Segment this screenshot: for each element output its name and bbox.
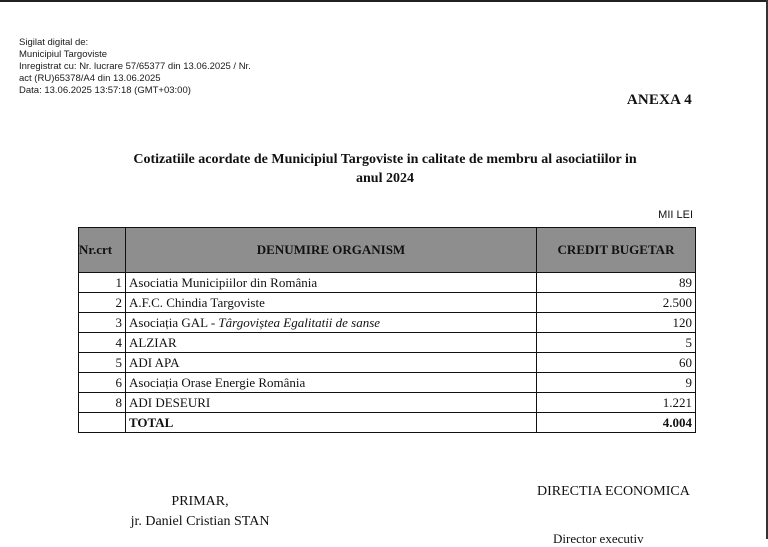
signature-line: Municipiul Targoviste [19,49,108,60]
annex-label: ANEXA 4 [626,92,692,108]
row-nr: 5 [79,353,126,373]
signature-line: Data: 13.06.2025 13:57:18 (GMT+03:00) [19,85,191,96]
total-nr-empty [79,413,126,433]
unit-label: MII LEI [658,209,693,221]
row-value: 120 [537,313,696,333]
top-border [0,0,768,2]
row-name: ALZIAR [126,333,537,353]
header-name: DENUMIRE ORGANISM [126,228,537,273]
total-label: TOTAL [126,413,537,433]
header-value: CREDIT BUGETAR [537,228,696,273]
row-value: 5 [537,333,696,353]
title-line-1: Cotizatiile acordate de Municipiul Targoviste in calitate de membru al asociatiilor in [133,152,637,167]
row-name: Asociația Orase Energie România [126,373,537,393]
mayor-signature-block [125,492,275,532]
executive-director-label: Director executiv [553,531,644,546]
row-name: A.F.C. Chindia Targoviste [126,293,537,313]
row-value: 2.500 [537,293,696,313]
row-nr: 2 [79,293,126,313]
signature-line: act (RU)65378/A4 din 13.06.2025 [19,73,161,84]
economic-directorate: DIRECTIA ECONOMICA [537,484,690,499]
row-nr: 3 [79,313,126,333]
row-nr: 6 [79,373,126,393]
table-row [79,333,696,353]
table-row [79,313,696,333]
digital-signature-block [19,37,251,97]
table-row [79,353,696,373]
header-nr: Nr.crt [79,228,126,273]
row-name-italic: Târgoviștea Egalitatii de sanse [218,314,381,330]
table-row [79,373,696,393]
row-value: 89 [537,273,696,293]
document-title [60,150,710,188]
table-row [79,293,696,313]
row-value: 60 [537,353,696,373]
row-name-plain: Asociația GAL - [129,314,219,330]
row-name: Asociatia Municipiilor din România [126,273,537,293]
row-nr: 4 [79,333,126,353]
table-row [79,273,696,293]
row-name [126,313,537,333]
signature-line: Sigilat digital de: [19,37,89,48]
contributions-table [78,227,696,433]
row-name: ADI APA [126,353,537,373]
signature-line: Inregistrat cu: Nr. lucrare 57/65377 din 13.06.2025 / Nr. [19,61,251,72]
row-value: 1.221 [537,393,696,413]
row-nr: 8 [79,393,126,413]
table-header-row [79,228,696,273]
total-row [79,413,696,433]
mayor-title: PRIMAR, [171,494,229,509]
mayor-name: jr. Daniel Cristian STAN [130,514,270,529]
table-row [79,393,696,413]
title-line-2: anul 2024 [356,171,414,186]
row-name: ADI DESEURI [126,393,537,413]
row-nr: 1 [79,273,126,293]
row-value: 9 [537,373,696,393]
total-value: 4.004 [537,413,696,433]
